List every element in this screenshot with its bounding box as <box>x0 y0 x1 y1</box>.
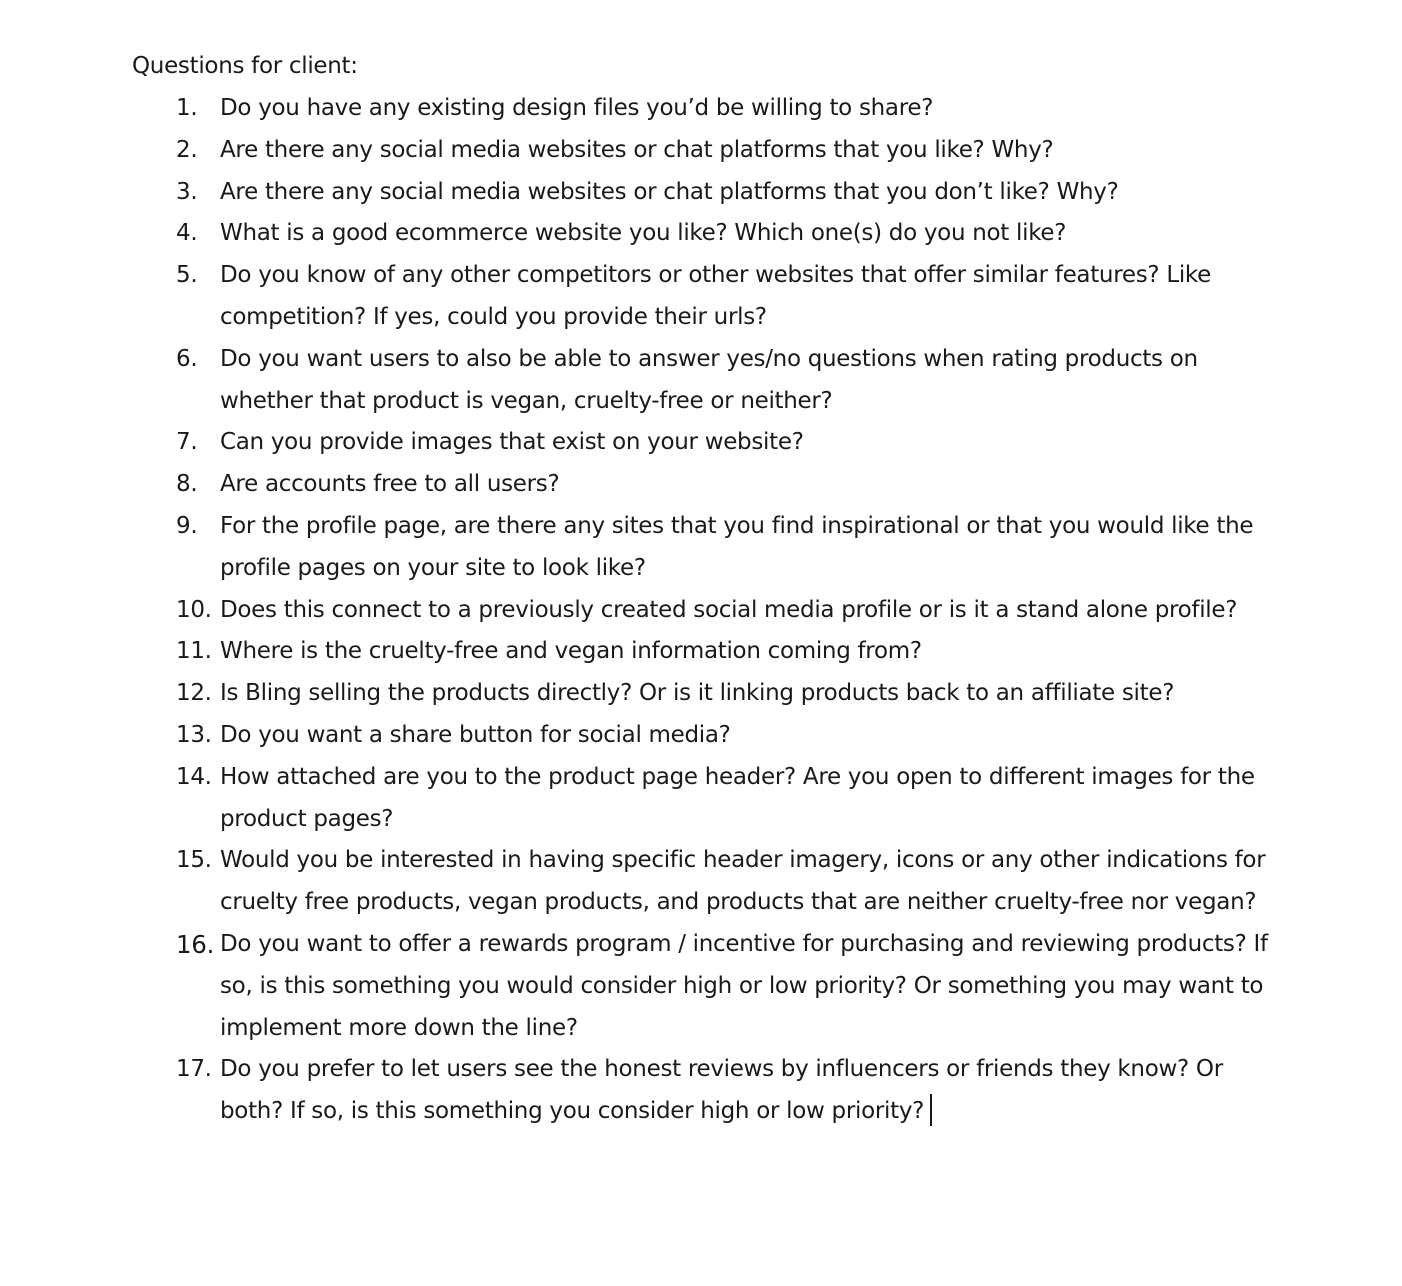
list-item-text[interactable]: For the profile page, are there any sites that you find inspirational or that you would like the profile pages on your site to look like? <box>220 512 1254 581</box>
text-cursor <box>930 1094 932 1126</box>
list-item-text[interactable]: Are there any social media websites or chat platforms that you like? Why? <box>220 136 1054 163</box>
list-item <box>132 840 1272 924</box>
list-item-text[interactable] <box>220 1049 1272 1133</box>
list-item-text[interactable]: Is Bling selling the products directly? Or is it linking products back to an affiliate site? <box>220 680 1175 707</box>
list-item-number: 7. <box>176 429 198 456</box>
list-item-number: 4. <box>176 220 198 247</box>
list-item <box>132 255 1272 339</box>
list-item-number: 8. <box>176 471 198 498</box>
list-item-text[interactable]: Can you provide images that exist on your website? <box>220 429 804 456</box>
list-item-text[interactable]: Do you want a share button for social media? <box>220 721 731 748</box>
list-item-text[interactable]: Do you want to offer a rewards program / incentive for purchasing and reviewing products? If so, is this something you would consider high or low priority? Or something you may want to implement more down the line? <box>220 930 1268 1041</box>
list-item-number: 15. <box>176 847 212 874</box>
list-item-number: 13. <box>176 721 212 748</box>
document-body[interactable] <box>132 46 1272 1133</box>
list-item-number: 2. <box>176 136 198 163</box>
list-item-number: 1. <box>176 95 198 121</box>
list-item <box>132 422 1272 464</box>
list-item-number: 10. <box>176 596 212 623</box>
document-heading: Questions for client: <box>132 53 358 79</box>
list-item-text[interactable]: What is a good ecommerce website you like? Which one(s) do you not like? <box>220 220 1067 247</box>
list-item <box>132 924 1272 1049</box>
list-item-number: 5. <box>176 262 198 289</box>
list-item <box>132 1049 1272 1133</box>
list-item <box>132 715 1272 757</box>
list-item-text[interactable]: Do you have any existing design files you’d be willing to share? <box>220 95 934 121</box>
list-item-number: 17. <box>176 1056 212 1083</box>
list-item-text[interactable]: How attached are you to the product page header? Are you open to different images for the product pages? <box>220 763 1255 832</box>
list-item-number: 11. <box>176 638 212 665</box>
list-item <box>132 339 1272 423</box>
list-item-number: 6. <box>176 345 198 372</box>
list-item-text[interactable]: Are there any social media websites or chat platforms that you don’t like? Why? <box>220 178 1119 205</box>
list-item-number: 12. <box>176 680 212 707</box>
list-item-text[interactable]: Does this connect to a previously created social media profile or is it a stand alone profile? <box>220 596 1238 623</box>
list-item <box>132 88 1272 130</box>
list-item <box>132 213 1272 255</box>
list-item <box>132 673 1272 715</box>
list-item-number: 9. <box>176 512 198 539</box>
list-item <box>132 757 1272 841</box>
list-item-text[interactable]: Where is the cruelty-free and vegan information coming from? <box>220 638 922 665</box>
list-item <box>132 172 1272 214</box>
list-item-text[interactable]: Do you want users to also be able to answer yes/no questions when rating products on whether that product is vegan, cruelty-free or neither? <box>220 345 1198 414</box>
list-item <box>132 464 1272 506</box>
list-item-text[interactable]: Are accounts free to all users? <box>220 471 560 498</box>
list-item-number: 3. <box>176 178 198 205</box>
list-item <box>132 590 1272 632</box>
list-item-number: 16. <box>176 929 215 959</box>
list-item <box>132 631 1272 673</box>
list-item-text-content: Do you prefer to let users see the honest reviews by influencers or friends they know? Or both? If so, is this something you consider high or low priority? <box>220 1056 1223 1125</box>
list-item <box>132 130 1272 172</box>
list-item-text[interactable]: Do you know of any other competitors or other websites that offer similar features? Like competition? If yes, could you provide their urls? <box>220 262 1211 330</box>
list-item <box>132 506 1272 590</box>
list-item-number: 14. <box>176 763 212 790</box>
question-list <box>132 88 1272 1133</box>
list-item-text[interactable]: Would you be interested in having specific header imagery, icons or any other indications for cruelty free products, vegan products, and products that are neither cruelty-free nor vegan? <box>220 847 1266 916</box>
